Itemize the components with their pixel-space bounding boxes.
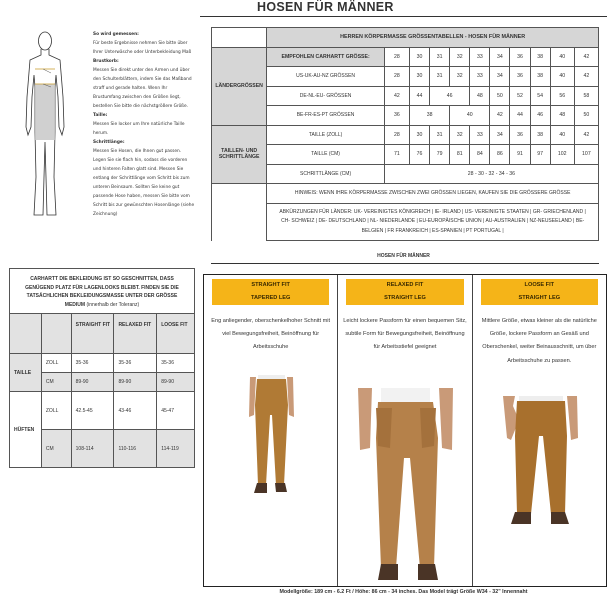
cell: 42 (574, 67, 598, 87)
instruction-text: Messen Sie locker um Ihre natürliche Taille herum. (93, 122, 185, 136)
fit-description: Eng anliegender, oberschenkelhoher Schnitt mit viel Bewegungsfreiheit, Beinöffnung für Arbeitsschuhe (211, 318, 331, 351)
cell: 56 (550, 86, 574, 106)
cell: 42 (574, 125, 598, 145)
table-row (212, 145, 599, 165)
unit: CM (41, 430, 71, 468)
cell: 102 (550, 145, 574, 165)
cell: 34 (490, 47, 510, 67)
measure-instructions (93, 30, 195, 219)
row-label: EMPFOHLEN CARHARTT GRÖSSE: (267, 47, 385, 67)
fit-table (9, 313, 195, 468)
cell: 46 (430, 86, 470, 106)
group-label-country-sizes: LÄNDERGRÖSSEN (212, 47, 267, 125)
cell: 50 (574, 106, 598, 126)
cell: 42 (490, 106, 510, 126)
cell: 54 (530, 86, 550, 106)
instruction-heading: Brustkorb: (93, 59, 119, 64)
fit-card-straight (204, 275, 337, 586)
relaxed-fit-pants-photo-icon (348, 388, 463, 588)
instruction-text: Messen Sie Hosen, die Ihnen gut passen. Legen Sie sie flach hin, sodass die vorderen und hinteren Falten glatt sind. Messen Sie entlang der Schrittlänge vom Schritt bis zum unteren Beinsaum. Sollten Sie keine gut passende Hose haben, messen Sie bitte vom Schritt bis zur gewünschten Hosenlänge (siehe Zeichnung) (93, 149, 195, 217)
cell: 40 (550, 47, 574, 67)
cell: 30 (410, 67, 430, 87)
country-abbreviations: ABKÜRZUNGEN FÜR LÄNDER: UK- VEREINIGTES KÖNIGREICH | IE- IRLAND | US- VEREINIGTE STAATEN | GR- GRIECHENLAND | CH- SCHWEIZ | DE- DEUTSCHLAND | NL- NIEDERLANDE | EU-EUROPÄISCHE UNION | AU-AUSTRALIEN | NZ-NEUSEELAND | BE-BELGIEN | FR FRANKREICH | ES-SPANIEN | PT PORTUGAL | (267, 203, 599, 241)
group-label-hips: HÜFTEN (10, 392, 42, 468)
page-title: HOSEN FÜR MÄNNER (257, 0, 394, 14)
cell: 81 (450, 145, 470, 165)
cell: 28 (384, 47, 409, 67)
cell: 110-116 (114, 430, 157, 468)
cell: 38 (410, 106, 450, 126)
cell: 48 (470, 86, 490, 106)
size-chart-table (211, 27, 599, 241)
cell: 43-46 (114, 392, 157, 430)
cell: 31 (430, 47, 450, 67)
fit-note-tolerance: (innerhalb der Toleranz) (86, 301, 140, 308)
cell: 31 (430, 67, 450, 87)
cell: 35-36 (114, 354, 157, 373)
cell: 52 (510, 86, 530, 106)
cell: 36 (384, 106, 409, 126)
row-label: SCHRITTLÄNGE (CM) (267, 164, 385, 184)
instruction-heading: So wird gemessen: (93, 32, 139, 37)
cell: 89-90 (71, 373, 114, 392)
cell: 34 (490, 67, 510, 87)
cell: 107 (574, 145, 598, 165)
loose-fit-pants-photo-icon (501, 396, 581, 546)
cell: 50 (490, 86, 510, 106)
cell: 32 (450, 125, 470, 145)
fit-description: Mittlere Größe, etwas kleiner als die natürliche Größe, lockere Passform an Gesäß und Oberschenkel, weiter Beinausschnitt, um über Arbeitsschuhe zu passen. (481, 318, 597, 364)
fit-comparison (203, 274, 607, 587)
table-row (212, 106, 599, 126)
inseam-values: 28 - 30 - 32 - 34 - 36 (384, 164, 598, 184)
model-info-footer: Modellgröße: 189 cm - 6.2 Ft / Höhe: 86 cm - 34 inches. Das Model trägt Größe W34 - 32" Innennaht (279, 589, 528, 595)
cell: 31 (430, 125, 450, 145)
cell: 40 (450, 106, 490, 126)
fit-badge (346, 279, 463, 305)
empty-header-cell (10, 314, 42, 354)
section-subtitle: HOSEN FÜR MÄNNER (377, 253, 430, 259)
title-divider (200, 16, 607, 17)
cell: 30 (410, 125, 430, 145)
cell: 76 (410, 145, 430, 165)
cell: 48 (550, 106, 574, 126)
cell: 38 (530, 67, 550, 87)
cell: 34 (490, 125, 510, 145)
cell: 33 (470, 125, 490, 145)
unit: CM (41, 373, 71, 392)
cell: 33 (470, 67, 490, 87)
cell: 79 (430, 145, 450, 165)
cell: 58 (574, 86, 598, 106)
leg-type: STRAIGHT LEG (518, 295, 561, 301)
instruction-text: Messen Sie direkt unter den Armen und über den Schulterblättern, indem Sie das Maßband straff und gerade halten. Wenn Ihr Brustumfang zwischen den Größen liegt, bestellen Sie bitte die nächstgrößere Größe. (93, 68, 192, 109)
cell: 71 (384, 145, 409, 165)
leg-type: TAPERED LEG (250, 295, 291, 301)
cell: 114-119 (157, 430, 195, 468)
empty-header-cell (41, 314, 71, 354)
cell: 35-36 (71, 354, 114, 373)
cell: 44 (510, 106, 530, 126)
subtitle-divider (211, 263, 599, 264)
size-hint: HINWEIS: WENN IHRE KÖRPERMASSE ZWISCHEN ZWEI GRÖSSEN LIEGEN, KAUFEN SIE DIE GRÖSSERE GRÖSSE (267, 184, 599, 204)
group-label-waist: TAILLE (10, 354, 42, 392)
fit-name: LOOSE FIT (524, 282, 555, 288)
cell: 36 (510, 125, 530, 145)
cell: 42 (384, 86, 409, 106)
cell: 32 (450, 47, 470, 67)
cell: 32 (450, 67, 470, 87)
instruction-text: Für beste Ergebnisse nehmen Sie bitte über Ihrer Unterwäsche oder Unterbekleidung Maß (93, 41, 192, 55)
column-header-loose: LOOSE FIT (157, 314, 195, 354)
body-outline-figure-icon (22, 27, 68, 219)
cell: 42 (574, 47, 598, 67)
cell: 45-47 (157, 392, 195, 430)
column-header-relaxed: RELAXED FIT (114, 314, 157, 354)
table-row (212, 125, 599, 145)
cell: 86 (490, 145, 510, 165)
cell: 33 (470, 47, 490, 67)
table-row (10, 392, 195, 430)
instruction-heading: Schrittlänge: (93, 140, 125, 145)
instruction-heading: Taille: (93, 113, 108, 118)
straight-fit-pants-photo-icon (244, 375, 299, 505)
row-label: US-UK-AU-NZ GRÖSSEN (267, 67, 385, 87)
cell: 108-114 (71, 430, 114, 468)
cell: 89-90 (114, 373, 157, 392)
cell: 38 (530, 125, 550, 145)
leg-type: STRAIGHT LEG (384, 295, 426, 301)
table-row (212, 67, 599, 87)
table-row (212, 86, 599, 106)
table-row (212, 47, 599, 67)
group-label-waist-inseam: TAILLEN- UND SCHRITTLÄNGE (212, 125, 267, 184)
cell: 36 (510, 67, 530, 87)
cell: 30 (410, 47, 430, 67)
cell: 28 (384, 125, 409, 145)
fit-badge (212, 279, 329, 305)
cell: 28 (384, 67, 409, 87)
fit-card-relaxed (337, 275, 471, 586)
table-header: HERREN KÖRPERMASSE GRÖSSENTABELLEN - HOSEN FÜR MÄNNER (267, 28, 599, 48)
fit-measurements (9, 268, 195, 468)
table-row (10, 354, 195, 373)
empty-cell (212, 203, 267, 241)
cell: 91 (510, 145, 530, 165)
empty-corner-cell (212, 28, 267, 48)
column-header-straight: STRAIGHT FIT (71, 314, 114, 354)
fit-note-text: CARHARTT DIE BEKLEIDUNG IST SO GESCHNITTEN, DASS GENÜGEND PLATZ FÜR LAGENLOOKS BLEIBT. FINDEN SIE DIE TATSÄCHLICHEN BEKLEIDUNGSMASSE UNTER DER GRÖSSE MEDIUM (25, 276, 179, 308)
cell: 38 (530, 47, 550, 67)
cell: 97 (530, 145, 550, 165)
cell: 35-36 (157, 354, 195, 373)
cell: 42.5-45 (71, 392, 114, 430)
cell: 44 (410, 86, 430, 106)
fit-name: STRAIGHT FIT (251, 282, 290, 288)
table-row (212, 164, 599, 184)
cell: 89-90 (157, 373, 195, 392)
cell: 36 (510, 47, 530, 67)
row-label: DE-NL-EU- GRÖSSEN (267, 86, 385, 106)
fit-badge (481, 279, 598, 305)
cell: 40 (550, 67, 574, 87)
row-label: TAILLE (ZOLL) (267, 125, 385, 145)
cell: 40 (550, 125, 574, 145)
unit: ZOLL (41, 392, 71, 430)
cell: 84 (470, 145, 490, 165)
fit-note (9, 268, 195, 313)
unit: ZOLL (41, 354, 71, 373)
empty-cell (212, 184, 267, 204)
row-label: TAILLE (CM) (267, 145, 385, 165)
fit-card-loose (472, 275, 606, 586)
cell: 46 (530, 106, 550, 126)
fit-name: RELAXED FIT (386, 282, 424, 288)
fit-description: Leicht lockere Passform für einen bequemen Sitz, subtile Form für Bewegungsfreiheit, Beinöffnung für Arbeitsstiefel geeignet (343, 318, 467, 351)
table-header-row (10, 314, 195, 354)
row-label: BE-FR-ES-PT GRÖSSEN (267, 106, 385, 126)
